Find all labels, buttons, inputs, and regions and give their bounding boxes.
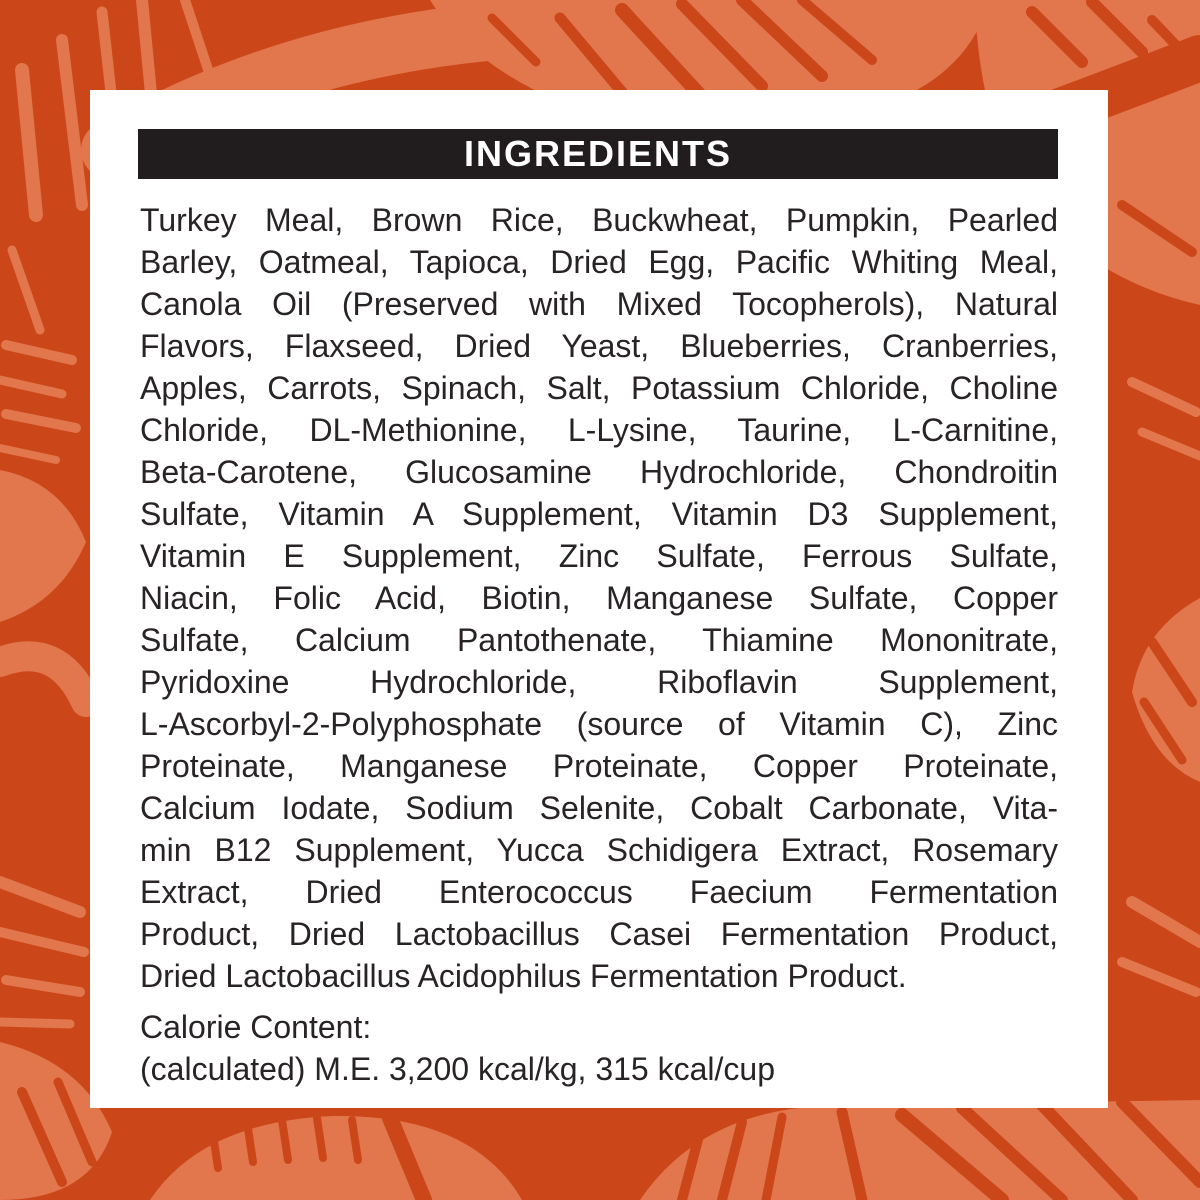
ingredient-line: Dried Lactobacillus Acidophilus Fermentation Product. (140, 958, 907, 994)
ingredient-line: Turkey Meal, Brown Rice, Buckwheat, Pumpkin, Pearled (140, 202, 1058, 238)
ingredients-header-bar (138, 129, 1058, 179)
ingredient-line: Calcium Iodate, Sodium Selenite, Cobalt Carbonate, Vita- (140, 790, 1058, 826)
ingredient-line: Canola Oil (Preserved with Mixed Tocopherols), Natural (140, 286, 1058, 322)
label-card (90, 90, 1108, 1108)
ingredient-line: Pyridoxine Hydrochloride, Riboflavin Supplement, (140, 664, 1058, 700)
ingredient-line: Niacin, Folic Acid, Biotin, Manganese Sulfate, Copper (140, 580, 1058, 616)
ingredient-line: Proteinate, Manganese Proteinate, Copper Proteinate, (140, 748, 1058, 784)
ingredient-line: Product, Dried Lactobacillus Casei Fermentation Product, (140, 916, 1058, 952)
ingredient-line: Chloride, DL-Methionine, L-Lysine, Taurine, L-Carnitine, (140, 412, 1058, 448)
ingredient-line: Sulfate, Calcium Pantothenate, Thiamine Mononitrate, (140, 622, 1058, 658)
ingredient-line: Apples, Carrots, Spinach, Salt, Potassium Chloride, Choline (140, 370, 1058, 406)
ingredient-line: Extract, Dried Enterococcus Faecium Fermentation (140, 874, 1058, 910)
ingredient-line: Flavors, Flaxseed, Dried Yeast, Blueberries, Cranberries, (140, 328, 1058, 364)
ingredient-line: Beta-Carotene, Glucosamine Hydrochloride, Chondroitin (140, 454, 1058, 490)
calorie-content-heading: Calorie Content: (140, 1009, 372, 1045)
ingredient-line: min B12 Supplement, Yucca Schidigera Extract, Rosemary (140, 832, 1058, 868)
ingredient-line: Vitamin E Supplement, Zinc Sulfate, Ferrous Sulfate, (140, 538, 1058, 574)
ingredient-line: L-Ascorbyl-2-Polyphosphate (source of Vitamin C), Zinc (140, 706, 1058, 742)
calorie-content-detail: (calculated) M.E. 3,200 kcal/kg, 315 kcal/cup (140, 1051, 775, 1087)
ingredient-line: Barley, Oatmeal, Tapioca, Dried Egg, Pacific Whiting Meal, (140, 244, 1058, 280)
calorie-content-block (140, 1006, 1058, 1090)
ingredients-text (140, 199, 1058, 997)
ingredient-line: Sulfate, Vitamin A Supplement, Vitamin D3 Supplement, (140, 496, 1058, 532)
ingredients-header-title: INGREDIENTS (463, 133, 733, 174)
